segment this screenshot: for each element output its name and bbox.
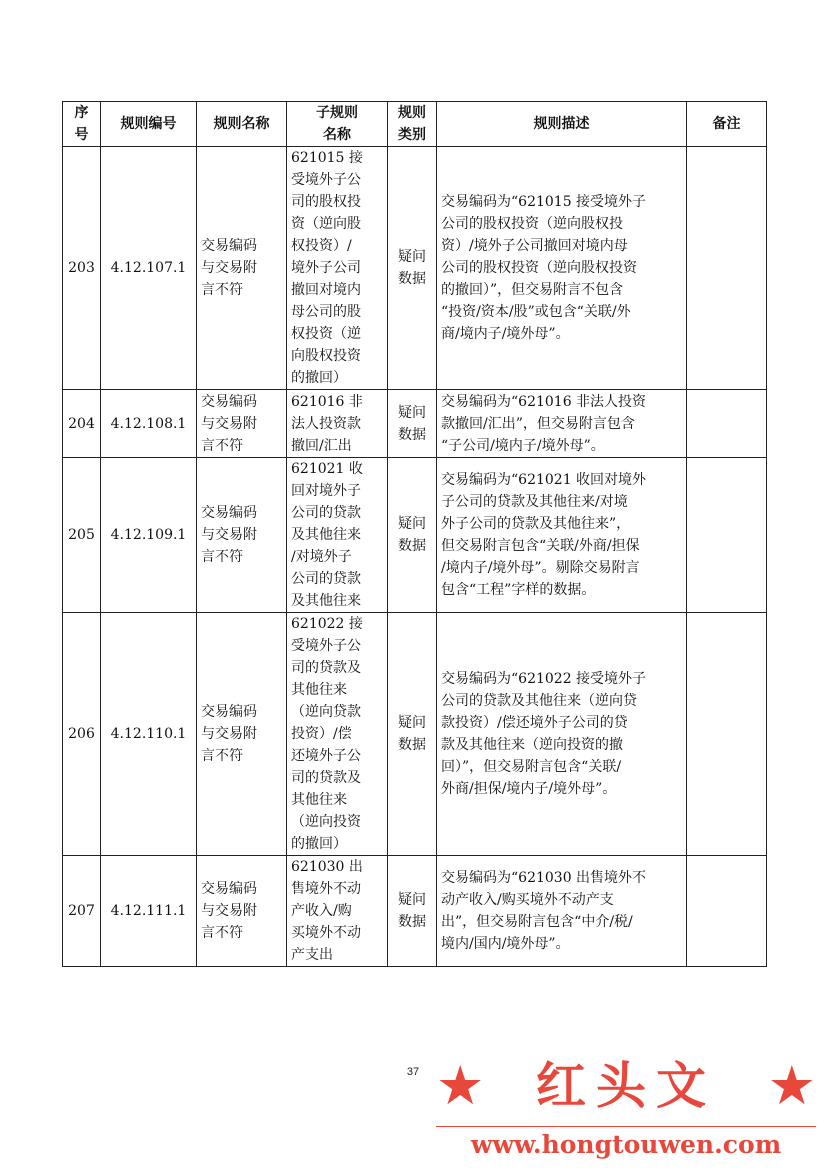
cell-seq: 206 xyxy=(63,613,101,856)
watermark-title: 红头文 xyxy=(536,1056,716,1115)
cell-rule-type: 疑问 数据 xyxy=(388,390,437,458)
watermark-title-row xyxy=(436,1046,816,1126)
cell-rule-type: 疑问 数据 xyxy=(388,147,437,390)
cell-rule-code: 4.12.110.1 xyxy=(101,613,197,856)
cell-remarks xyxy=(687,458,767,613)
cell-seq: 204 xyxy=(63,390,101,458)
star-icon: ★ xyxy=(767,1054,816,1117)
cell-rule-desc: 交易编码为“621021 收回对境外 子公司的贷款及其他往来/对境 外子公司的贷款及其他往来”， 但交易附言包含“关联/外商/担保 /境内子/境外母”。剔除交易附言 包含“工程”字样的数据。 xyxy=(437,458,687,613)
cell-remarks xyxy=(687,856,767,967)
header-rule-desc: 规则描述 xyxy=(437,102,687,147)
cell-seq: 207 xyxy=(63,856,101,967)
header-rule-code: 规则编号 xyxy=(101,102,197,147)
cell-sub-rule-name: 621016 非 法人投资款 撤回/汇出 xyxy=(287,390,388,458)
header-rule-name: 规则名称 xyxy=(197,102,287,147)
cell-rule-name: 交易编码 与交易附 言不符 xyxy=(197,390,287,458)
cell-seq: 205 xyxy=(63,458,101,613)
cell-remarks xyxy=(687,390,767,458)
watermark-url: www.hongtouwen.com xyxy=(470,1130,782,1159)
cell-sub-rule-name: 621015 接 受境外子公 司的股权投 资（逆向股 权投资）/ 境外子公司 撤回对境内 母公司的股 权投资（逆 向股权投资 的撤回） xyxy=(287,147,388,390)
cell-rule-code: 4.12.109.1 xyxy=(101,458,197,613)
header-rule-type: 规则 类别 xyxy=(388,102,437,147)
cell-sub-rule-name: 621030 出 售境外不动 产收入/购 买境外不动 产支出 xyxy=(287,856,388,967)
cell-rule-desc: 交易编码为“621022 接受境外子 公司的贷款及其他往来（逆向贷 款投资）/偿还境外子公司的贷 款及其他往来（逆向投资的撤 回）”，但交易附言包含“关联/ 外商/担保/境内子/境外母”。 xyxy=(437,613,687,856)
cell-rule-code: 4.12.111.1 xyxy=(101,856,197,967)
table-row xyxy=(63,390,767,458)
rules-table xyxy=(62,101,767,967)
page-number: 37 xyxy=(406,1066,420,1078)
cell-rule-desc: 交易编码为“621030 出售境外不 动产收入/购买境外不动产支 出”，但交易附言包含“中介/税/ 境内/国内/境外母”。 xyxy=(437,856,687,967)
star-icon: ★ xyxy=(436,1054,485,1117)
cell-rule-type: 疑问 数据 xyxy=(388,613,437,856)
table-row xyxy=(63,856,767,967)
cell-rule-type: 疑问 数据 xyxy=(388,856,437,967)
table-row xyxy=(63,458,767,613)
cell-rule-code: 4.12.108.1 xyxy=(101,390,197,458)
cell-rule-name: 交易编码 与交易附 言不符 xyxy=(197,613,287,856)
cell-remarks xyxy=(687,613,767,856)
cell-rule-name: 交易编码 与交易附 言不符 xyxy=(197,458,287,613)
cell-remarks xyxy=(687,147,767,390)
header-seq: 序 号 xyxy=(63,102,101,147)
cell-rule-name: 交易编码 与交易附 言不符 xyxy=(197,856,287,967)
cell-sub-rule-name: 621021 收 回对境外子 公司的贷款 及其他往来 /对境外子 公司的贷款 及其他往来 xyxy=(287,458,388,613)
cell-sub-rule-name: 621022 接 受境外子公 司的贷款及 其他往来 （逆向贷款 投资）/偿 还境外子公 司的贷款及 其他往来 （逆向投资 的撤回） xyxy=(287,613,388,856)
header-remarks: 备注 xyxy=(687,102,767,147)
header-sub-rule-name: 子规则 名称 xyxy=(287,102,388,147)
cell-seq: 203 xyxy=(63,147,101,390)
watermark-logo xyxy=(436,1046,816,1164)
table-row xyxy=(63,613,767,856)
cell-rule-desc: 交易编码为“621015 接受境外子 公司的股权投资（逆向股权投 资）/境外子公司撤回对境内母 公司的股权投资（逆向股权投资 的撤回）”，但交易附言不包含 “投资/资本/股”或包含“关联/外 商/境内子/境外母”。 xyxy=(437,147,687,390)
cell-rule-name: 交易编码 与交易附 言不符 xyxy=(197,147,287,390)
table-header-row xyxy=(63,102,767,147)
watermark-divider xyxy=(436,1126,816,1127)
cell-rule-code: 4.12.107.1 xyxy=(101,147,197,390)
cell-rule-type: 疑问 数据 xyxy=(388,458,437,613)
table-row xyxy=(63,147,767,390)
cell-rule-desc: 交易编码为“621016 非法人投资 款撤回/汇出”，但交易附言包含 “子公司/境内子/境外母”。 xyxy=(437,390,687,458)
